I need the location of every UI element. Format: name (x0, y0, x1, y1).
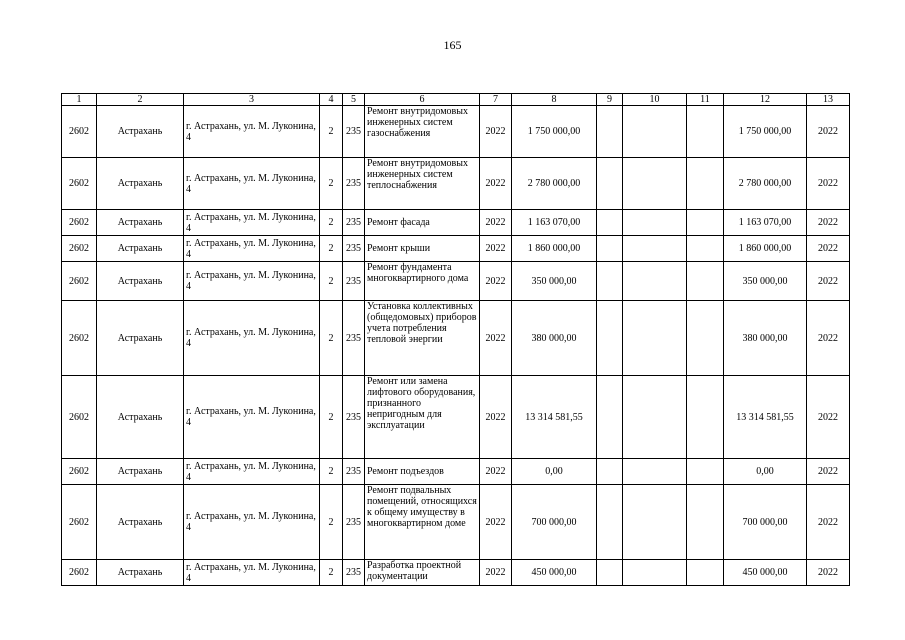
cell-amount: 1 750 000,00 (512, 106, 597, 158)
cell-col11 (687, 459, 724, 485)
column-header: 9 (597, 94, 623, 106)
cell-col4: 2 (320, 158, 343, 210)
cell-amount-total: 1 750 000,00 (724, 106, 807, 158)
cell-col5: 235 (343, 301, 365, 376)
cell-col11 (687, 560, 724, 586)
cell-col5: 235 (343, 485, 365, 560)
cell-col11 (687, 485, 724, 560)
cell-col11 (687, 236, 724, 262)
cell-year: 2022 (480, 210, 512, 236)
cell-col5: 235 (343, 210, 365, 236)
cell-col10 (623, 262, 687, 301)
cell-col5: 235 (343, 158, 365, 210)
cell-amount-total: 1 163 070,00 (724, 210, 807, 236)
register-table (61, 93, 850, 586)
cell-col9 (597, 262, 623, 301)
table-row (62, 210, 850, 236)
column-header: 2 (97, 94, 184, 106)
cell-col9 (597, 485, 623, 560)
cell-address: г. Астрахань, ул. М. Луконина, 4 (184, 560, 320, 586)
table-row (62, 560, 850, 586)
cell-work: Ремонт внутридомовых инженерных систем теплоснабжения (365, 158, 480, 210)
cell-col10 (623, 301, 687, 376)
cell-address: г. Астрахань, ул. М. Луконина, 4 (184, 376, 320, 459)
table-row (62, 158, 850, 210)
cell-id: 2602 (62, 158, 97, 210)
cell-id: 2602 (62, 301, 97, 376)
cell-amount: 700 000,00 (512, 485, 597, 560)
cell-col4: 2 (320, 210, 343, 236)
column-header: 3 (184, 94, 320, 106)
cell-work: Ремонт или замена лифтового оборудования, признанного непригодным для эксплуатации (365, 376, 480, 459)
cell-col9 (597, 459, 623, 485)
cell-address: г. Астрахань, ул. М. Луконина, 4 (184, 210, 320, 236)
cell-amount: 1 860 000,00 (512, 236, 597, 262)
cell-amount: 0,00 (512, 459, 597, 485)
cell-amount-total: 380 000,00 (724, 301, 807, 376)
page-number: 165 (443, 38, 462, 52)
cell-col4: 2 (320, 301, 343, 376)
cell-year: 2022 (480, 106, 512, 158)
column-header: 11 (687, 94, 724, 106)
cell-col10 (623, 158, 687, 210)
cell-col9 (597, 236, 623, 262)
table-row (62, 485, 850, 560)
cell-amount-total: 350 000,00 (724, 262, 807, 301)
cell-city: Астрахань (97, 236, 184, 262)
cell-city: Астрахань (97, 560, 184, 586)
cell-amount: 350 000,00 (512, 262, 597, 301)
cell-year-total: 2022 (807, 106, 850, 158)
cell-year-total: 2022 (807, 459, 850, 485)
cell-col9 (597, 301, 623, 376)
cell-col11 (687, 301, 724, 376)
cell-city: Астрахань (97, 459, 184, 485)
cell-id: 2602 (62, 106, 97, 158)
cell-amount-total: 13 314 581,55 (724, 376, 807, 459)
cell-city: Астрахань (97, 485, 184, 560)
cell-amount-total: 0,00 (724, 459, 807, 485)
cell-col10 (623, 236, 687, 262)
column-header: 1 (62, 94, 97, 106)
cell-year: 2022 (480, 158, 512, 210)
cell-col9 (597, 158, 623, 210)
cell-col5: 235 (343, 236, 365, 262)
cell-col4: 2 (320, 459, 343, 485)
table-row (62, 106, 850, 158)
cell-col9 (597, 106, 623, 158)
cell-col11 (687, 210, 724, 236)
cell-address: г. Астрахань, ул. М. Луконина, 4 (184, 158, 320, 210)
cell-address: г. Астрахань, ул. М. Луконина, 4 (184, 106, 320, 158)
cell-year: 2022 (480, 376, 512, 459)
cell-work: Ремонт фундамента многоквартирного дома (365, 262, 480, 301)
cell-address: г. Астрахань, ул. М. Луконина, 4 (184, 301, 320, 376)
cell-year: 2022 (480, 560, 512, 586)
cell-address: г. Астрахань, ул. М. Луконина, 4 (184, 459, 320, 485)
cell-city: Астрахань (97, 262, 184, 301)
column-header: 13 (807, 94, 850, 106)
column-header: 7 (480, 94, 512, 106)
cell-col9 (597, 210, 623, 236)
cell-id: 2602 (62, 485, 97, 560)
cell-city: Астрахань (97, 106, 184, 158)
table-row (62, 459, 850, 485)
cell-id: 2602 (62, 459, 97, 485)
column-header: 8 (512, 94, 597, 106)
table-row (62, 376, 850, 459)
header-row (62, 94, 850, 106)
cell-city: Астрахань (97, 210, 184, 236)
cell-col11 (687, 106, 724, 158)
cell-year-total: 2022 (807, 560, 850, 586)
cell-year-total: 2022 (807, 485, 850, 560)
column-header: 12 (724, 94, 807, 106)
cell-id: 2602 (62, 560, 97, 586)
cell-col4: 2 (320, 485, 343, 560)
cell-col4: 2 (320, 262, 343, 301)
table-row (62, 236, 850, 262)
cell-year-total: 2022 (807, 301, 850, 376)
cell-col10 (623, 485, 687, 560)
cell-amount: 2 780 000,00 (512, 158, 597, 210)
cell-amount: 13 314 581,55 (512, 376, 597, 459)
cell-year-total: 2022 (807, 262, 850, 301)
column-header: 5 (343, 94, 365, 106)
cell-year: 2022 (480, 262, 512, 301)
table-row (62, 301, 850, 376)
column-header: 10 (623, 94, 687, 106)
cell-address: г. Астрахань, ул. М. Луконина, 4 (184, 236, 320, 262)
cell-amount: 380 000,00 (512, 301, 597, 376)
cell-col11 (687, 376, 724, 459)
cell-col10 (623, 210, 687, 236)
cell-amount: 1 163 070,00 (512, 210, 597, 236)
cell-city: Астрахань (97, 301, 184, 376)
cell-id: 2602 (62, 376, 97, 459)
column-header: 6 (365, 94, 480, 106)
cell-year: 2022 (480, 236, 512, 262)
cell-year-total: 2022 (807, 158, 850, 210)
cell-col5: 235 (343, 376, 365, 459)
cell-id: 2602 (62, 236, 97, 262)
cell-work: Ремонт внутридомовых инженерных систем газоснабжения (365, 106, 480, 158)
cell-col10 (623, 376, 687, 459)
cell-col5: 235 (343, 560, 365, 586)
cell-city: Астрахань (97, 376, 184, 459)
cell-col11 (687, 158, 724, 210)
cell-id: 2602 (62, 262, 97, 301)
cell-col9 (597, 560, 623, 586)
cell-address: г. Астрахань, ул. М. Луконина, 4 (184, 262, 320, 301)
cell-col4: 2 (320, 376, 343, 459)
cell-work: Разработка проектной документации (365, 560, 480, 586)
column-header: 4 (320, 94, 343, 106)
cell-work: Ремонт подъездов (365, 459, 480, 485)
cell-year-total: 2022 (807, 210, 850, 236)
cell-work: Ремонт фасада (365, 210, 480, 236)
cell-id: 2602 (62, 210, 97, 236)
cell-col10 (623, 106, 687, 158)
cell-amount: 450 000,00 (512, 560, 597, 586)
cell-work: Установка коллективных (общедомовых) приборов учета потребления тепловой энергии (365, 301, 480, 376)
cell-col9 (597, 376, 623, 459)
cell-col10 (623, 560, 687, 586)
cell-col10 (623, 459, 687, 485)
cell-city: Астрахань (97, 158, 184, 210)
cell-amount-total: 450 000,00 (724, 560, 807, 586)
cell-col4: 2 (320, 560, 343, 586)
cell-amount-total: 700 000,00 (724, 485, 807, 560)
cell-year-total: 2022 (807, 236, 850, 262)
cell-amount-total: 1 860 000,00 (724, 236, 807, 262)
cell-year-total: 2022 (807, 376, 850, 459)
cell-col4: 2 (320, 236, 343, 262)
cell-col5: 235 (343, 106, 365, 158)
cell-amount-total: 2 780 000,00 (724, 158, 807, 210)
cell-year: 2022 (480, 459, 512, 485)
cell-col5: 235 (343, 262, 365, 301)
cell-col5: 235 (343, 459, 365, 485)
cell-work: Ремонт подвальных помещений, относящихся к общему имуществу в многоквартирном доме (365, 485, 480, 560)
cell-year: 2022 (480, 485, 512, 560)
cell-year: 2022 (480, 301, 512, 376)
table-row (62, 262, 850, 301)
cell-work: Ремонт крыши (365, 236, 480, 262)
cell-col4: 2 (320, 106, 343, 158)
cell-address: г. Астрахань, ул. М. Луконина, 4 (184, 485, 320, 560)
cell-col11 (687, 262, 724, 301)
